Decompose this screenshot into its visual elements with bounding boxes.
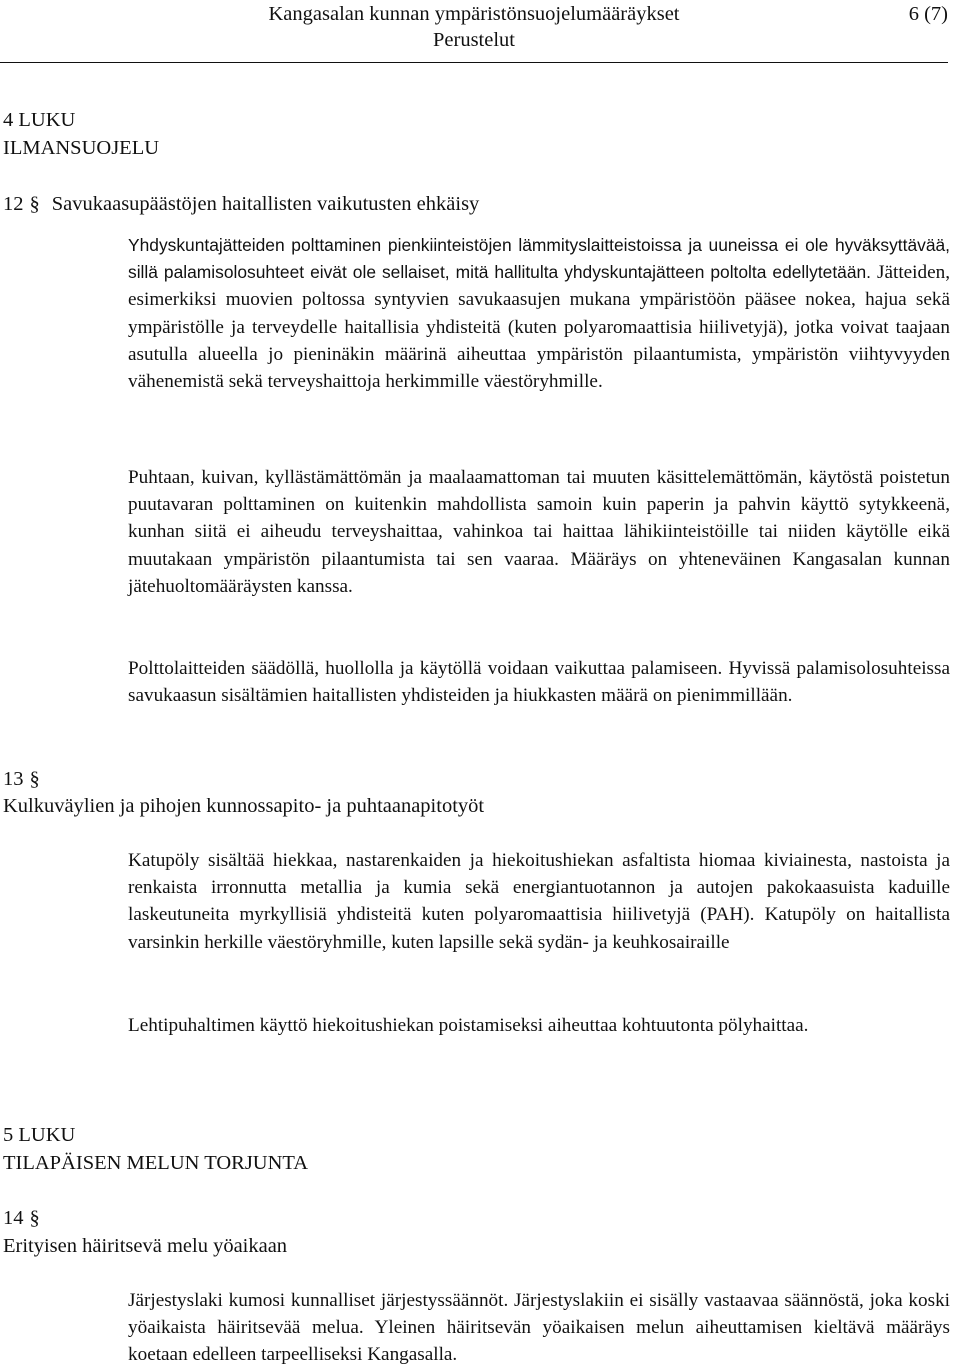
section-14-paragraph-1: Järjestyslaki kumosi kunnalliset järjestyssäännöt. Järjestyslakiin ei sisälly vastaavaa säännöstä, joka koski yöaikaista häiritsevää melua. Yleinen häiritsevän yöaikaisen melun aiheuttamisen kieltävä määräys koetaan edelleen tarpeelliseksi Kangasalla. [128, 1290, 950, 1366]
section-14-title: Erityisen häiritsevä melu yöaikaan [3, 1235, 288, 1257]
section-13-paragraph-1: Katupöly sisältää hiekkaa, nastarenkaiden ja hiekoitushiekan asfaltista hiomaa kiviainesta, nastoista ja renkaista irronnutta metallia ja kumia sekä energiantuotannon ja autojen pakokaasuista kaduille laskeutuneita myrkyllisiä yhdisteitä kuten polyaromaattisia hiilivetyjä (PAH). Katupöly on haitallista varsinkin herkille väestöryhmille, kuten lapsille sekä sydän- ja keuhkosairaille [128, 850, 950, 953]
page-number: 6 (7) [908, 3, 948, 25]
section-mark-icon: § [29, 193, 40, 215]
document-title: Kangasalan kunnan ympäristönsuojelumääräykset [268, 3, 680, 25]
section-12-number: 12 [3, 193, 24, 215]
section-12-paragraph-3: Polttolaitteiden säädöllä, huollolla ja käytöllä voidaan vaikuttaa palamiseen. Hyvissä palamisolosuhteissa savukaasun sisältämien haitallisten yhdisteiden ja hiukkasten määrä on pienimmillään. [128, 658, 950, 707]
header-divider [0, 62, 948, 63]
section-12-paragraph-1 [128, 232, 950, 395]
section-14-number-line [3, 1204, 52, 1232]
section-12-title: Savukaasupäästöjen haitallisten vaikutusten ehkäisy [51, 193, 480, 215]
document-subtitle: Perustelut [433, 29, 515, 51]
chapter-5-title: TILAPÄISEN MELUN TORJUNTA [3, 1152, 309, 1174]
section-13-number-line [3, 765, 52, 793]
section-14-number: 14 [3, 1207, 24, 1229]
section-13-title: Kulkuväylien ja pihojen kunnossapito- ja puhtaanapitotyöt [3, 795, 485, 817]
section-mark-icon: § [29, 768, 40, 790]
page-header [0, 0, 948, 60]
section-12-paragraph-1-part-b: Jätteiden, esimerkiksi muovien poltossa syntyvien savukaasujen mukana ympäristöön pääsee nokea, hajua sekä ympäristölle ja terveydelle haitallisia yhdisteitä (kuten polyaromaattisia hiilivetyjä), jotka voivat taajaan asutulla alueella jo pieninäkin määrinä aiheuttaa ympäristön pilaantumista, ympäristön viihtyvyyden vähenemistä sekä terveyshaittoja herkimmille väestöryhmille. [128, 262, 950, 393]
chapter-4-number: 4 LUKU [3, 109, 76, 131]
section-12-paragraph-1-part-a: Yhdyskuntajätteiden polttaminen pienkiinteistöjen lämmityslaitteistoissa ja uuneissa ei ole hyväksyttävää, sillä palamisolosuhteet eivät ole sellaiset, mitä hallitulta yhdyskuntajätteen poltolta edellytetään. [128, 235, 950, 283]
section-mark-icon: § [29, 1207, 40, 1229]
section-13-number: 13 [3, 768, 24, 790]
chapter-5-number: 5 LUKU [3, 1124, 76, 1146]
section-12-heading [3, 190, 479, 218]
section-12-paragraph-2: Puhtaan, kuivan, kyllästämättömän ja maalaamattoman tai muuten käsittelemättömän, käytöstä poistetun puutavaran polttaminen on kuitenkin mahdollista samoin kuin paperin ja pahvin käyttö sytykkeenä, kunhan siitä ei aiheudu terveyshaittaa, vahinkoa tai haittaa lähikiinteistöille tai niiden käytölle eikä muutakaan ympäristön pilaantumista tai sen vaaraa. Määräys on yhteneväinen Kangasalan kunnan jätehuoltomääräysten kanssa. [128, 467, 950, 597]
section-13-paragraph-2: Lehtipuhaltimen käyttö hiekoitushiekan poistamiseksi aiheuttaa kohtuutonta pölyhaittaa. [128, 1015, 809, 1036]
chapter-4-title: ILMANSUOJELU [3, 137, 160, 159]
